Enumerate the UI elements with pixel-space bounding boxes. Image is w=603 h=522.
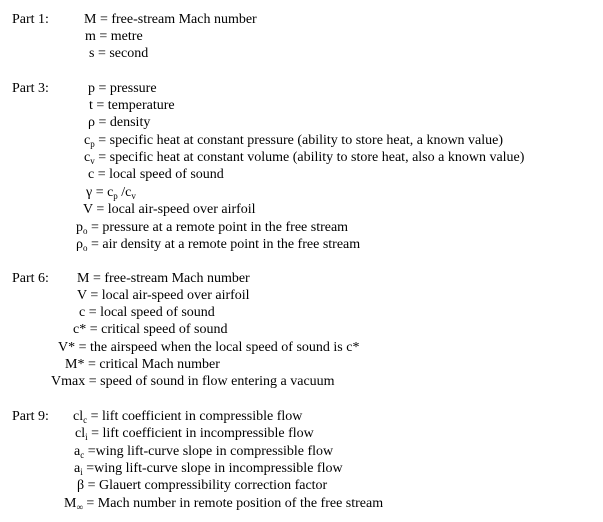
definition-row: $cl_i$ = lift coefficient in incompressible flow (75, 426, 314, 442)
part-label: Part 9: (12, 409, 49, 424)
definition-row: V* = the airspeed when the local speed of sound is c* (58, 340, 360, 355)
definition-row: V = local air-speed over airfoil (83, 202, 256, 217)
definition-row: c* = critical speed of sound (73, 322, 228, 337)
definition-row: m = metre (85, 29, 143, 44)
definition-row: $\gamma = c_p$ $/c_v$ (86, 185, 136, 201)
definition-row: M = free-stream Mach number (84, 12, 257, 27)
definition-row: $c_v$ = specific heat at constant volume (ability to store heat, also a known value) (84, 150, 525, 166)
definition-row: $a_c$ =wing lift-curve slope in compressible flow (74, 444, 334, 460)
definition-row: ρ = density (88, 115, 151, 130)
definition-row: Vmax = speed of sound in flow entering a vacuum (51, 374, 335, 389)
definition-row: $cl_c$ = lift coefficient in compressible flow (73, 409, 303, 425)
definition-row: β = Glauert compressibility correction factor (77, 478, 328, 493)
definition-row: M = free-stream Mach number (77, 271, 250, 286)
definition-row: $M_\infty$ = Mach number in remote position of the free stream (64, 496, 384, 512)
definition-row: p = pressure (88, 81, 157, 96)
definition-row: V = local air-speed over airfoil (77, 288, 250, 303)
part-label: Part 3: (12, 81, 49, 96)
definition-row: $c_p$ = specific heat at constant pressure (ability to store heat, a known value) (84, 133, 504, 149)
definition-row: M* = critical Mach number (65, 357, 220, 372)
definition-row: s = second (89, 46, 149, 61)
part-label: Part 1: (12, 12, 49, 27)
part-label: Part 6: (12, 271, 49, 286)
definition-row: t = temperature (89, 98, 175, 113)
definition-row: $a_i$ =wing lift-curve slope in incompressible flow (74, 461, 343, 477)
definition-row: $p_o$ = pressure at a remote point in the free stream (76, 220, 349, 236)
definition-row: c = local speed of sound (88, 167, 224, 182)
definition-row: $\rho_o$ = air density at a remote point in the free stream (76, 237, 361, 253)
definition-row: c = local speed of sound (79, 305, 215, 320)
